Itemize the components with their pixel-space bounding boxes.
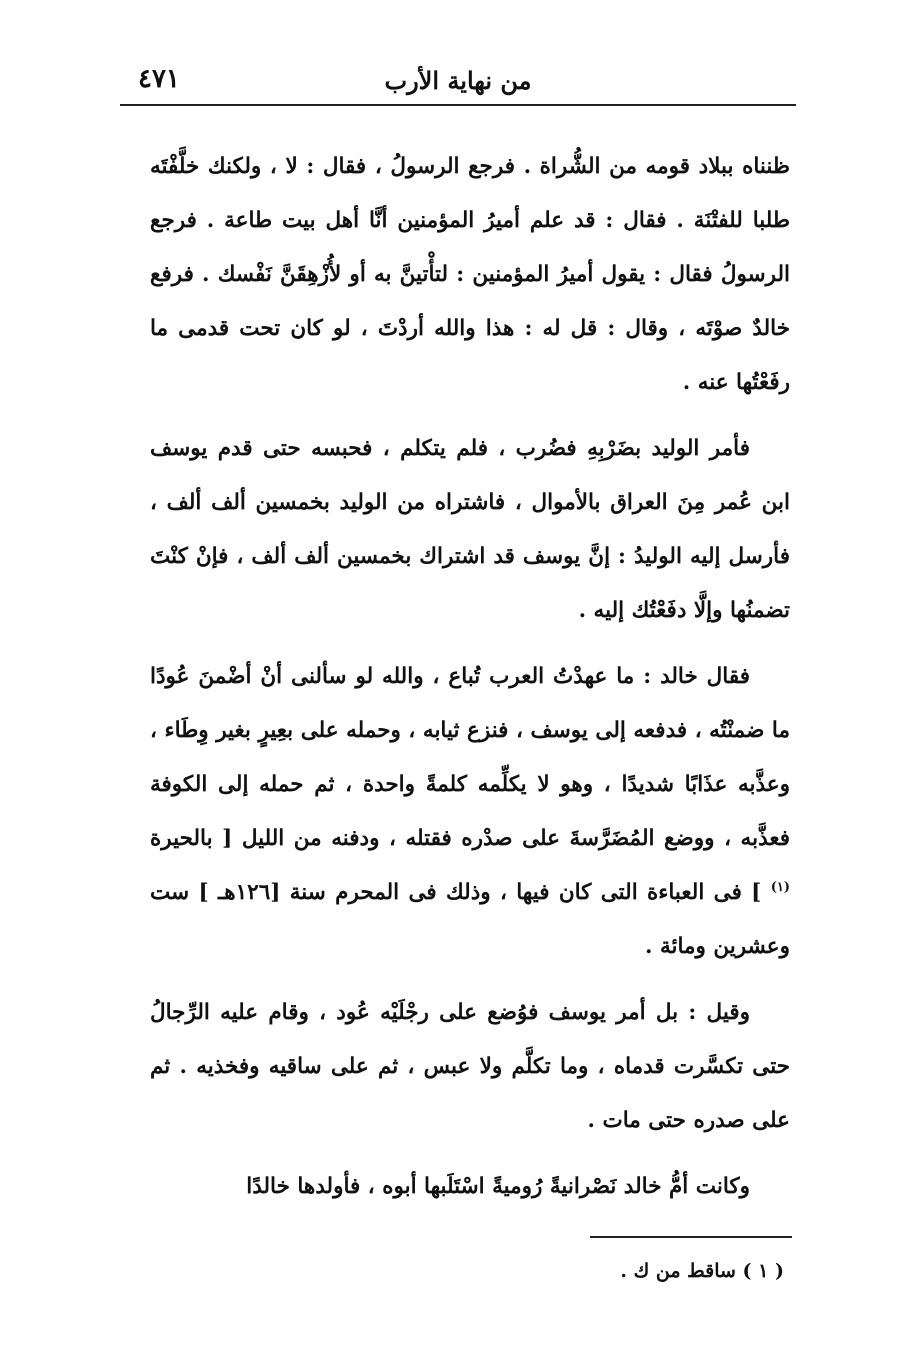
header-rule bbox=[120, 104, 796, 106]
paragraph bbox=[150, 650, 790, 974]
paragraph-text: ظنناه ببلاد قومه من الشُّراة . فرجع الرسولُ ، فقال : لا ، ولكنك خلَّفْتَه طلبا للفتْنَة . فقال : قد علم أميرُ المؤمنين أنَّا أهل بيت طاعة . فرجع الرسولُ فقال : يقول أميرُ المؤمنين : لتأْتينَّ به أو لأُزْهِقَنَّ نَفْسك . فرفع خالدٌ صوْتَه ، وقال : قل له : هذا والله أردْتَ ، لو كان تحت قدمى ما رفَعْتُها عنه . bbox=[150, 154, 790, 395]
footnote-marker: (١) bbox=[770, 879, 790, 895]
paragraph-text: فأمر الوليد بضَرْبِهِ فضُرب ، فلم يتكلم ، فحبسه حتى قدم يوسف ابن عُمر مِنَ العراق بالأموال ، فاشتراه من الوليد بخمسين ألف ألف ، فأرسل إليه الوليدُ : إنَّ يوسف قد اشتراك بخمسين ألف ألف ، فإنْ كنْتَ تضمنُها وإلَّا دفَعْتُك إليه . bbox=[150, 436, 790, 623]
paragraph bbox=[150, 986, 790, 1148]
running-title: من نهاية الأرب bbox=[384, 66, 532, 95]
page-header bbox=[120, 58, 796, 102]
paragraph-text: ] فى العباءة التى كان فيها ، وذلك فى المحرم سنة [١٢٦هـ ] ست وعشرين ومائة . bbox=[150, 880, 790, 959]
paragraph-text: فقال خالد : ما عهدْتُ العرب تُباع ، والله لو سألنى أنْ أضْمنَ عُودًا ما ضمنْتُه ، فدفعه إلى يوسف ، فنزع ثيابه ، وحمله على بعِيرٍ بغير وِطَاء ، وعذَّبه عذَابًا شديدًا ، وهو لا يكلِّمه كلمةً واحدة ، ثم حمله إلى الكوفة فعذَّبه ، ووضع المُضَرَّسةَ على صدْره فقتله ، ودفنه من الليل [ بالحيرة bbox=[150, 664, 790, 851]
paragraph bbox=[150, 1160, 790, 1214]
page-number: ٤٧١ bbox=[138, 64, 180, 94]
paragraph bbox=[150, 140, 790, 410]
paragraph-text: وكانت أمُّ خالد نَصْرانيةً رُوميةً اسْتَلَبها أبوه ، فأولدها خالدًا bbox=[246, 1174, 750, 1199]
body-text bbox=[150, 140, 790, 1214]
footnote: ( ١ ) ساقط من ك . bbox=[620, 1260, 784, 1282]
paragraph-text: وقيل : بل أمر يوسف فوُضع على رجْلَيْه عُود ، وقام عليه الرِّجالُ حتى تكسَّرت قدماه ، وما تكلَّم ولا عبس ، ثم على ساقيه وفخذيه . ثم على صدره حتى مات . bbox=[150, 1000, 790, 1133]
paragraph bbox=[150, 422, 790, 638]
footnote-rule bbox=[590, 1236, 792, 1238]
